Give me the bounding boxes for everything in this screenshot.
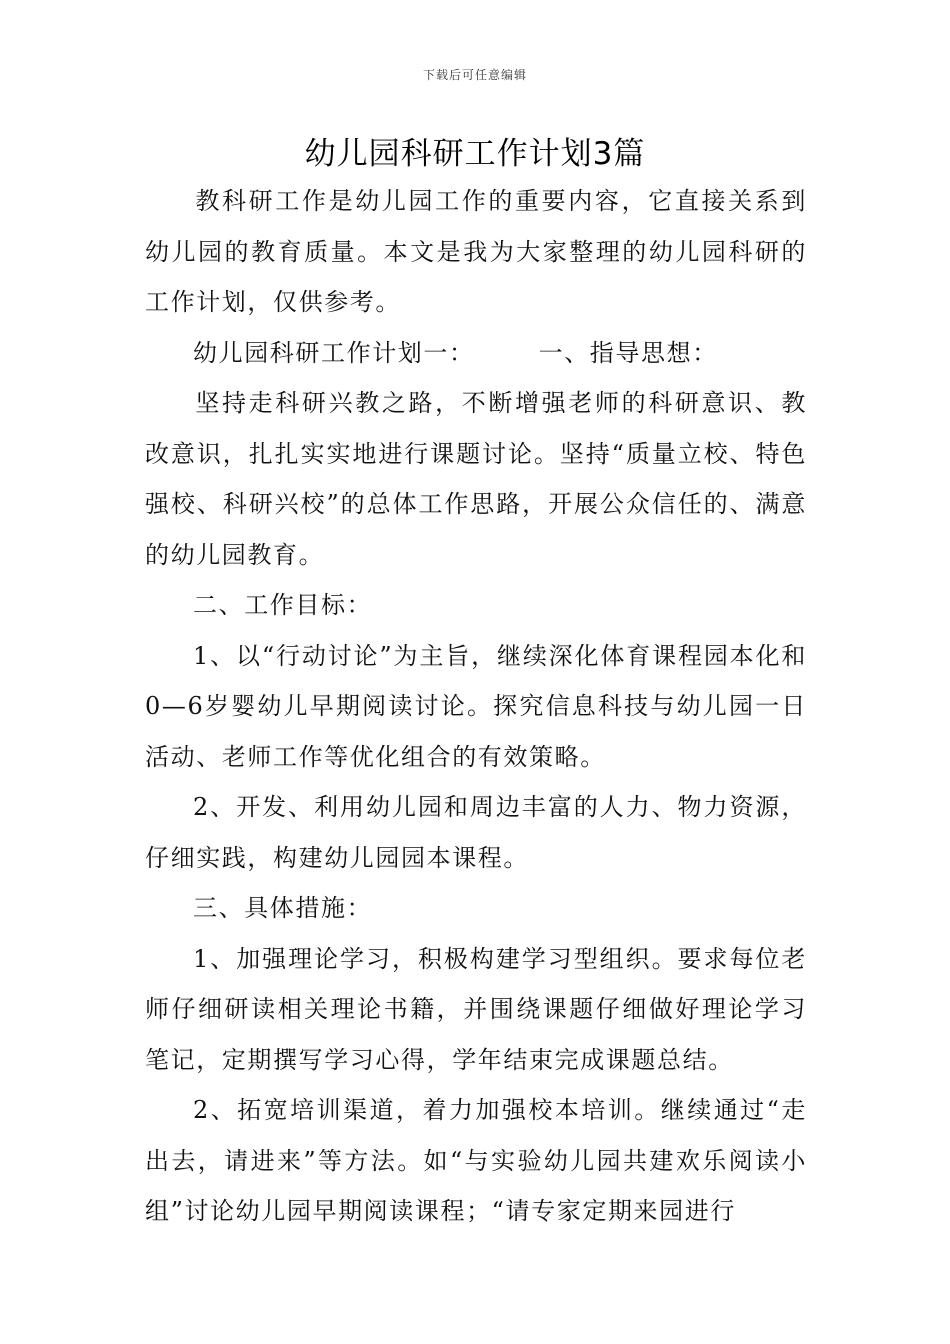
section-heading-guiding-ideology: 一、指导思想： bbox=[538, 338, 718, 367]
plan-heading-line bbox=[145, 328, 807, 379]
measure-item-2: 2、拓宽培训渠道，着力加强校本培训。继续通过“走出去，请进来”等方法。如“与实验幼儿园共建欢乐阅读小组”讨论幼儿园早期阅读课程；“请专家定期来园进行 bbox=[145, 1096, 807, 1225]
intro-paragraph: 教科研工作是幼儿园工作的重要内容，它直接关系到幼儿园的教育质量。本文是我为大家整理的幼儿园科研的工作计划，仅供参考。 bbox=[145, 187, 807, 316]
plan-one-heading: 幼儿园科研工作计划一： bbox=[193, 338, 475, 367]
goal-item-1: 1、以“行动讨论”为主旨，继续深化体育课程园本化和0—6岁婴幼儿早期阅读讨论。探究信息科技与幼儿园一日活动、老师工作等优化组合的有效策略。 bbox=[145, 641, 807, 771]
measure-item-1: 1、加强理论学习，积极构建学习型组织。要求每位老师仔细研读相关理论书籍，并围绕课题仔细做好理论学习笔记，定期撰写学习心得，学年结束完成课题总结。 bbox=[145, 944, 807, 1074]
document-title: 幼儿园科研工作计划3篇 bbox=[304, 136, 646, 172]
guiding-ideology-paragraph: 坚持走科研兴教之路，不断增强老师的科研意识、教改意识，扎扎实实地进行课题讨论。坚持“质量立校、特色强校、科研兴校”的总体工作思路，开展公众信任的、满意的幼儿园教育。 bbox=[145, 389, 807, 569]
section-heading-measures: 三、具体措施： bbox=[193, 894, 373, 922]
section-heading-goals: 二、工作目标： bbox=[193, 591, 373, 619]
goal-item-2: 2、开发、利用幼儿园和周边丰富的人力、物力资源，仔细实践，构建幼儿园园本课程。 bbox=[145, 793, 807, 872]
document-body bbox=[145, 176, 807, 1237]
header-note: 下载后可任意编辑 bbox=[422, 68, 527, 82]
